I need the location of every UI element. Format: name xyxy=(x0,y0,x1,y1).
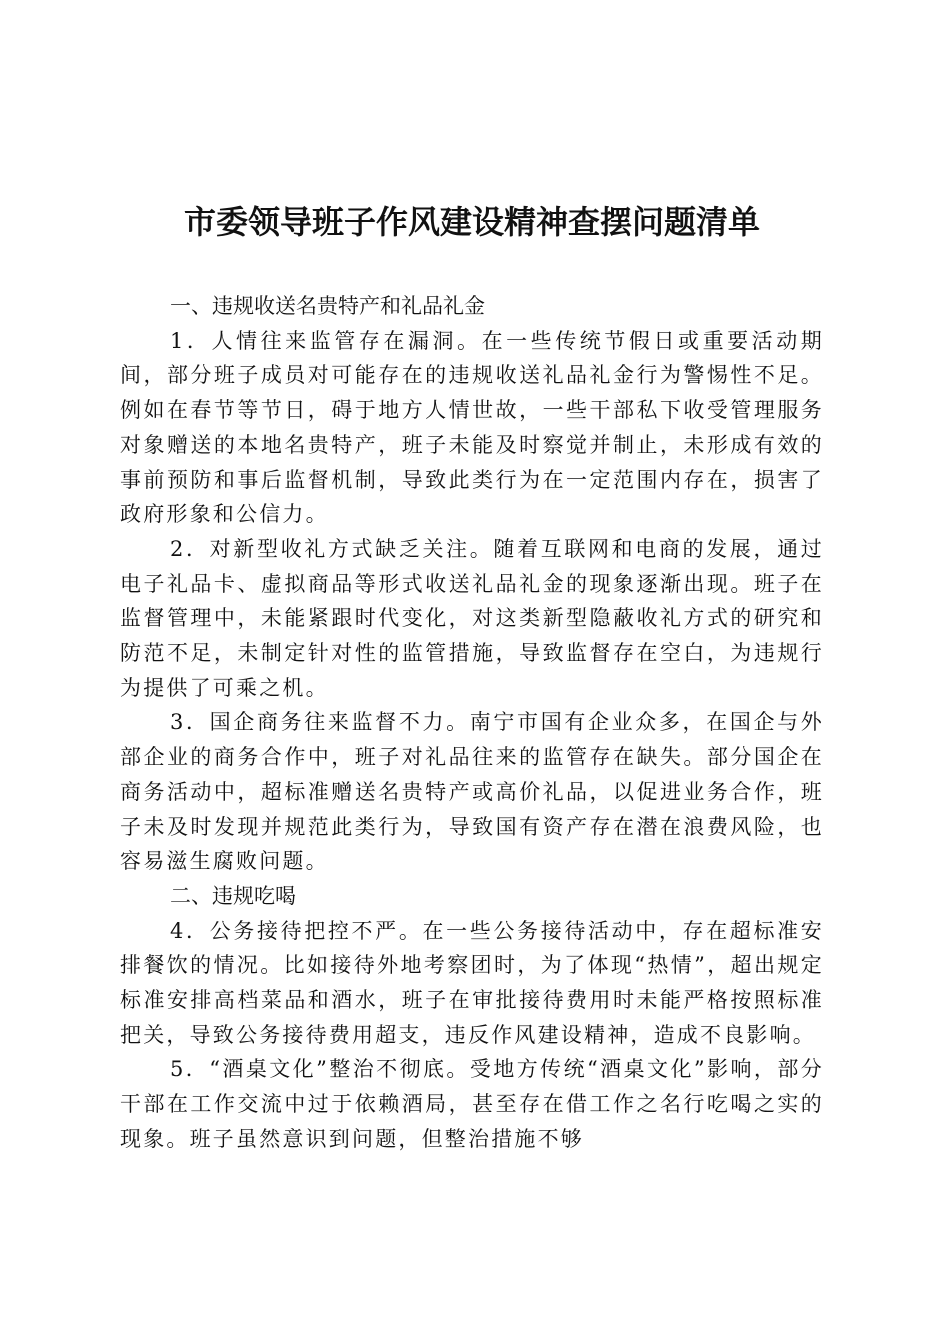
document-body xyxy=(120,289,824,1157)
paragraph: 1．人情往来监管存在漏洞。在一些传统节假日或重要活动期间，部分班子成员对可能存在的违规收送礼品礼金行为警惕性不足。例如在春节等节日，碍于地方人情世故，一些干部私下收受管理服务对象赠送的本地名贵特产，班子未能及时察觉并制止，未形成有效的事前预防和事后监督机制，导致此类行为在一定范围内存在，损害了政府形象和公信力。 xyxy=(120,328,824,527)
section-dining xyxy=(120,879,824,1157)
section-heading: 二、违规吃喝 xyxy=(170,883,296,908)
section-gifts xyxy=(120,289,824,879)
section-heading: 一、违规收送名贵特产和礼品礼金 xyxy=(170,294,485,318)
paragraph: 3．国企商务往来监督不力。南宁市国有企业众多，在国企与外部企业的商务合作中，班子对礼品往来的监管存在缺失。部分国企在商务活动中，超标准赠送名贵特产或高价礼品，以促进业务合作，班子未及时发现并规范此类行为，导致国有资产存在潜在浪费风险，也容易滋生腐败问题。 xyxy=(120,710,824,874)
document-title: 市委领导班子作风建设精神查摆问题清单 xyxy=(183,203,760,241)
paragraph: 2．对新型收礼方式缺乏关注。随着互联网和电商的发展，通过电子礼品卡、虚拟商品等形式收送礼品礼金的现象逐渐出现。班子在监督管理中，未能紧跟时代变化，对这类新型隐蔽收礼方式的研究和防范不足，未制定针对性的监管措施，导致监督存在空白，为违规行为提供了可乘之机。 xyxy=(120,536,824,700)
paragraph: 4．公务接待把控不严。在一些公务接待活动中，存在超标准安排餐饮的情况。比如接待外地考察团时，为了体现“热情”，超出规定标准安排高档菜品和酒水，班子在审批接待费用时未能严格按照标准把关，导致公务接待费用超支，违反作风建设精神，造成不良影响。 xyxy=(120,918,824,1047)
paragraph: 5．“酒桌文化”整治不彻底。受地方传统“酒桌文化”影响，部分干部在工作交流中过于依赖酒局，甚至存在借工作之名行吃喝之实的现象。班子虽然意识到问题，但整治措施不够 xyxy=(120,1057,824,1151)
